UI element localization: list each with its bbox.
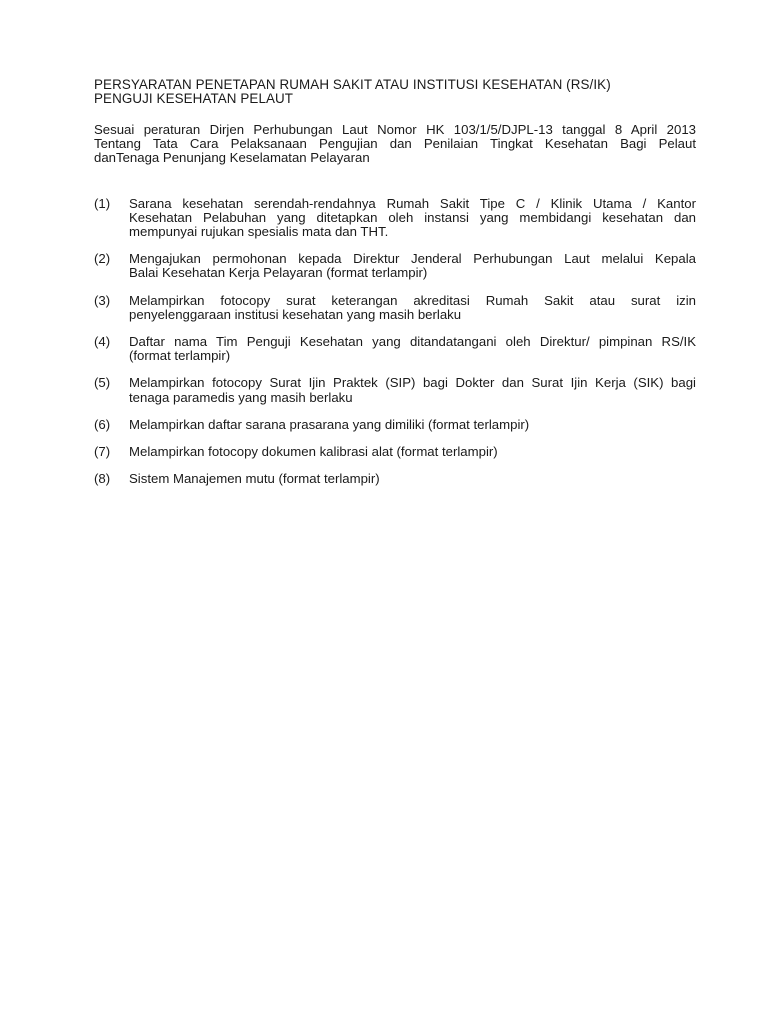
requirement-item-4	[94, 335, 696, 363]
intro-line-2: Tentang Tata Cara Pelaksanaan Pengujian dan Penilaian Tingkat Kesehatan Bagi Pelaut	[94, 136, 696, 152]
intro-paragraph	[94, 123, 696, 166]
requirement-line: (format terlampir)	[129, 348, 231, 364]
title-line-2: PENGUJI KESEHATAN PELAUT	[94, 91, 294, 106]
requirement-line: penyelenggaraan institusi kesehatan yang masih berlaku	[129, 306, 462, 322]
requirement-number: (7)	[94, 444, 111, 460]
requirement-item-6	[94, 418, 696, 432]
requirement-text	[129, 197, 696, 240]
requirement-number: (1)	[94, 195, 111, 211]
requirement-line: Melampirkan fotocopy surat keterangan akreditasi Rumah Sakit atau surat izin	[129, 292, 696, 308]
requirements-list	[94, 197, 696, 487]
requirement-line: Daftar nama Tim Penguji Kesehatan yang ditandatangani oleh Direktur/ pimpinan RS/IK	[129, 334, 696, 350]
requirement-number: (6)	[94, 416, 111, 432]
requirement-line: Melampirkan fotocopy dokumen kalibrasi alat (format terlampir)	[129, 444, 498, 460]
requirement-item-3	[94, 294, 696, 322]
requirement-text	[129, 472, 696, 486]
requirement-line: Mengajukan permohonan kepada Direktur Jenderal Perhubungan Laut melalui Kepala	[129, 251, 696, 267]
requirement-number: (8)	[94, 471, 111, 487]
requirement-text	[129, 445, 696, 459]
document-title	[94, 78, 696, 106]
requirement-item-1	[94, 197, 696, 240]
requirement-text	[129, 335, 696, 363]
requirement-text	[129, 252, 696, 280]
requirement-number: (2)	[94, 251, 111, 267]
requirement-line: Melampirkan fotocopy Surat Ijin Praktek (SIP) bagi Dokter dan Surat Ijin Kerja (SIK) bagi	[129, 375, 696, 391]
requirement-line: Melampirkan daftar sarana prasarana yang dimiliki (format terlampir)	[129, 416, 530, 432]
intro-line-3: danTenaga Penunjang Keselamatan Pelayaran	[94, 150, 370, 166]
document-body	[94, 78, 696, 499]
requirement-number: (3)	[94, 292, 111, 308]
requirement-number: (5)	[94, 375, 111, 391]
requirement-item-2	[94, 252, 696, 280]
title-line-1: PERSYARATAN PENETAPAN RUMAH SAKIT ATAU INSTITUSI KESEHATAN (RS/IK)	[94, 77, 611, 92]
intro-line-1: Sesuai peraturan Dirjen Perhubungan Laut Nomor HK 103/1/5/DJPL-13 tanggal 8 April 2013	[94, 122, 696, 137]
requirement-line: Balai Kesehatan Kerja Pelayaran (format terlampir)	[129, 265, 428, 281]
requirement-line: Sistem Manajemen mutu (format terlampir)	[129, 471, 380, 487]
requirement-item-7	[94, 445, 696, 459]
requirement-line: mempunyai rujukan spesialis mata dan THT.	[129, 224, 389, 240]
requirement-line: Kesehatan Pelabuhan yang ditetapkan oleh instansi yang membidangi kesehatan dan	[129, 209, 696, 225]
requirement-line: tenaga paramedis yang masih berlaku	[129, 389, 353, 405]
requirement-text	[129, 376, 696, 404]
requirement-text	[129, 294, 696, 322]
requirement-item-5	[94, 376, 696, 404]
requirement-item-8	[94, 472, 696, 486]
requirement-text	[129, 418, 696, 432]
requirement-number: (4)	[94, 334, 111, 350]
requirement-line: Sarana kesehatan serendah-rendahnya Rumah Sakit Tipe C / Klinik Utama / Kantor	[129, 195, 696, 211]
